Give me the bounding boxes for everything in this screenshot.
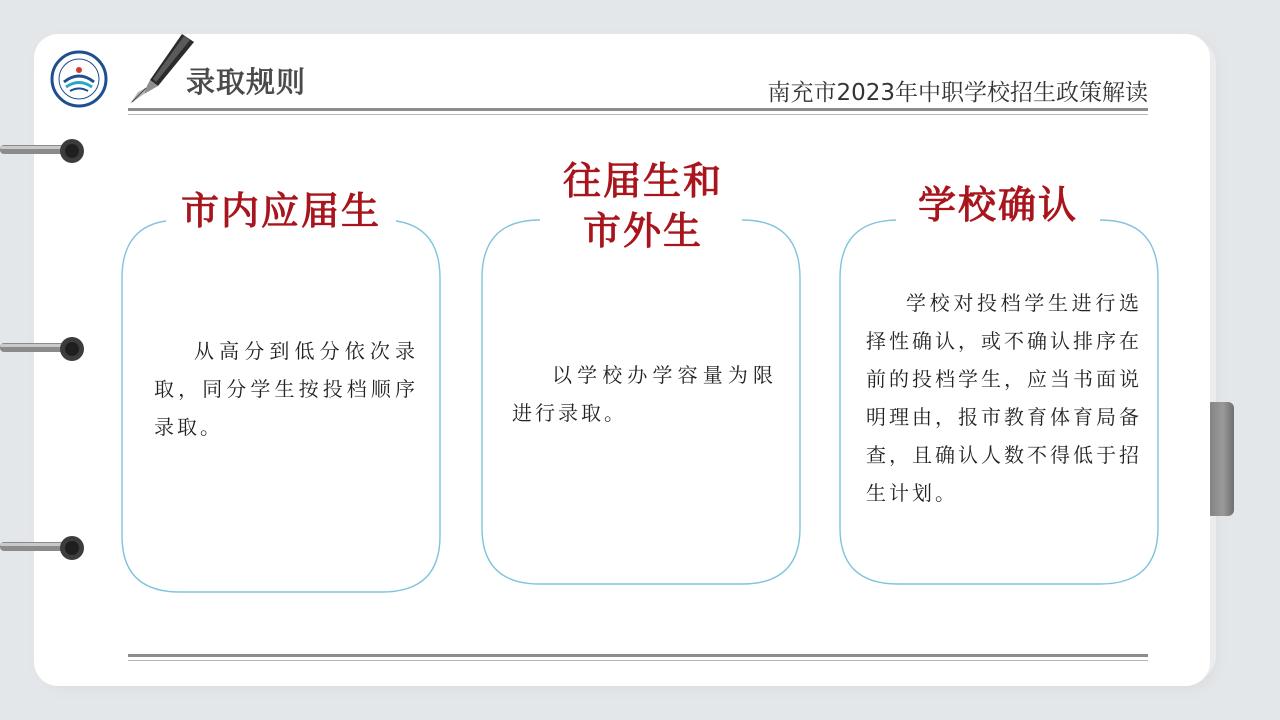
card-body-current-students: 从高分到低分依次录取，同分学生按投档顺序录取。 bbox=[154, 339, 418, 439]
binder-ring-icon bbox=[0, 136, 90, 166]
side-tab[interactable] bbox=[1206, 402, 1234, 516]
binder-ring-icon bbox=[0, 533, 90, 563]
document-title: 南充市2023年中职学校招生政策解读 bbox=[767, 80, 1148, 106]
card-body-prior-students: 以学校办学容量为限进行录取。 bbox=[512, 363, 776, 425]
header-rule-thin bbox=[128, 114, 1148, 115]
card-heading-line-2: 市外生 bbox=[582, 208, 703, 253]
card-heading-prior-students bbox=[548, 156, 738, 256]
card-heading-current-students: 市内应届生 bbox=[166, 186, 396, 236]
header-rule bbox=[128, 108, 1148, 111]
binder-ring-icon bbox=[0, 334, 90, 364]
footer-rule bbox=[128, 654, 1148, 657]
card-heading-school-confirmation: 学校确认 bbox=[896, 180, 1100, 230]
card-heading-line-1: 往届生和 bbox=[562, 158, 723, 203]
footer-rule-thin bbox=[128, 660, 1148, 661]
card-body-school-confirmation: 学校对投档学生进行选择性确认，或不确认排序在前的投档学生，应当书面说明理由，报市教育体育局备查，且确认人数不得低于招生计划。 bbox=[866, 291, 1142, 505]
section-title: 录取规则 bbox=[186, 65, 307, 99]
school-emblem-icon bbox=[50, 50, 108, 108]
